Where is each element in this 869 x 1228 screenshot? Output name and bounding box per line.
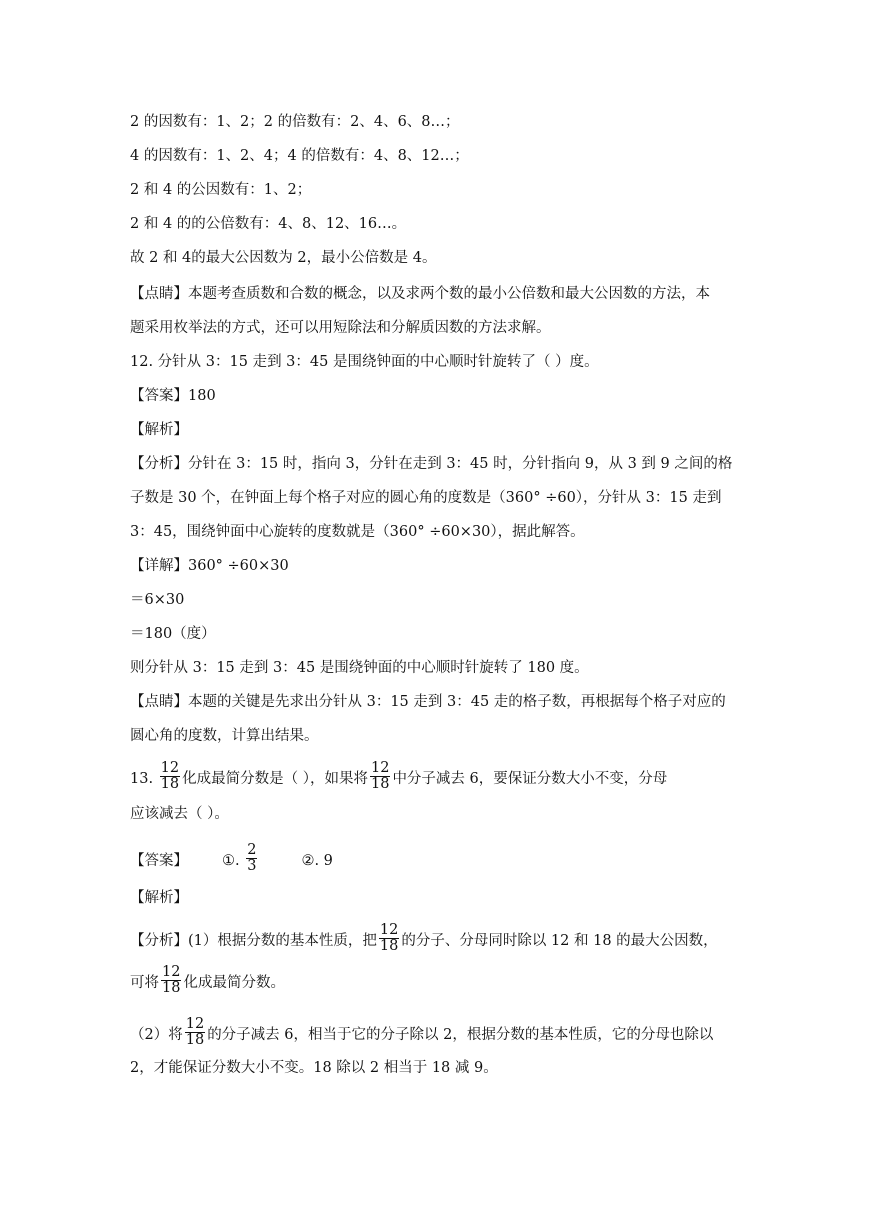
text-line: ＝6×30	[130, 592, 185, 608]
text-line: 2 和 4 的公因数有：1、2；	[130, 182, 312, 198]
fraction: $\frac{12}{18}$	[185, 1016, 205, 1048]
text-line: 2，才能保证分数大小不变。18 除以 2 相当于 18 减 9。	[130, 1060, 498, 1076]
analysis-heading: 【解析】	[130, 890, 188, 906]
text-line: 可将 $\frac{12}{18}$ 化成最简分数。	[130, 964, 285, 996]
text-line: 故 2 和 4的最大公因数为 2，最小公倍数是 4。	[130, 250, 437, 266]
text-line: 【分析】(1）根据分数的基本性质，把 $\frac{12}{18}$ 的分子、分母同时除以 12 和 18 的最大公因数，	[130, 922, 718, 954]
text-line: 【点睛】本题的关键是先求出分针从 3：15 走到 3：45 走的格子数，再根据每个格子对应的	[130, 694, 726, 710]
text-line: 2 的因数有：1、2；2 的倍数有：2、4、6、8…；	[130, 114, 460, 130]
text-line: 题采用枚举法的方式，还可以用短除法和分解质因数的方法求解。	[130, 320, 551, 336]
fraction: $\frac{2}{3}$	[247, 842, 257, 874]
text-line: 圆心角的度数，计算出结果。	[130, 728, 319, 744]
fraction: $\frac{12}{18}$	[160, 760, 180, 792]
answer-line: 【答案】180	[130, 388, 216, 404]
text-line: 【分析】分针在 3：15 时，指向 3，分针在走到 3：45 时，分针指向 9，从 3 到 9 之间的格	[130, 456, 733, 472]
analysis-heading: 【解析】	[130, 422, 188, 438]
text-line: 应该减去（ ）。	[130, 806, 229, 822]
question-12: 12. 分针从 3：15 走到 3：45 是围绕钟面的中心顺时针旋转了（ ）度。	[130, 354, 599, 370]
text-line: （2）将 $\frac{12}{18}$ 的分子减去 6，相当于它的分子除以 2，根据分数的基本性质，它的分母也除以	[130, 1016, 714, 1048]
text-line: 4 的因数有：1、2、4；4 的倍数有：4、8、12…；	[130, 148, 469, 164]
fraction: $\frac{12}{18}$	[379, 922, 399, 954]
fraction: $\frac{12}{18}$	[370, 760, 390, 792]
question-number: 13.	[130, 771, 154, 787]
answer-line: 【答案】 ①. $\frac{2}{3}$ ②. 9	[130, 842, 333, 874]
text-line: ＝180（度）	[130, 626, 216, 642]
question-13: 13. $\frac{12}{18}$ 化成最简分数是（ ），如果将 $\frac{12}{18}$ 中分子减去 6，要保证分数大小不变，分母	[130, 760, 668, 792]
fraction: $\frac{12}{18}$	[162, 964, 181, 996]
remark-paragraph: 【点睛】本题考查质数和合数的概念，以及求两个数的最小公倍数和最大公因数的方法，本	[130, 286, 710, 302]
text-line: 则分针从 3：15 走到 3：45 是围绕钟面的中心顺时针旋转了 180 度。	[130, 660, 589, 676]
text-line: 子数是 30 个，在钟面上每个格子对应的圆心角的度数是（360° ÷60），分针从 3：15 走到	[130, 490, 722, 506]
text-line: 2 和 4 的的公倍数有：4、8、12、16…。	[130, 216, 407, 232]
text-line: 【详解】360° ÷60×30	[130, 558, 289, 574]
text-line: 3：45，围绕钟面中心旋转的度数就是（360° ÷60×30），据此解答。	[130, 524, 585, 540]
